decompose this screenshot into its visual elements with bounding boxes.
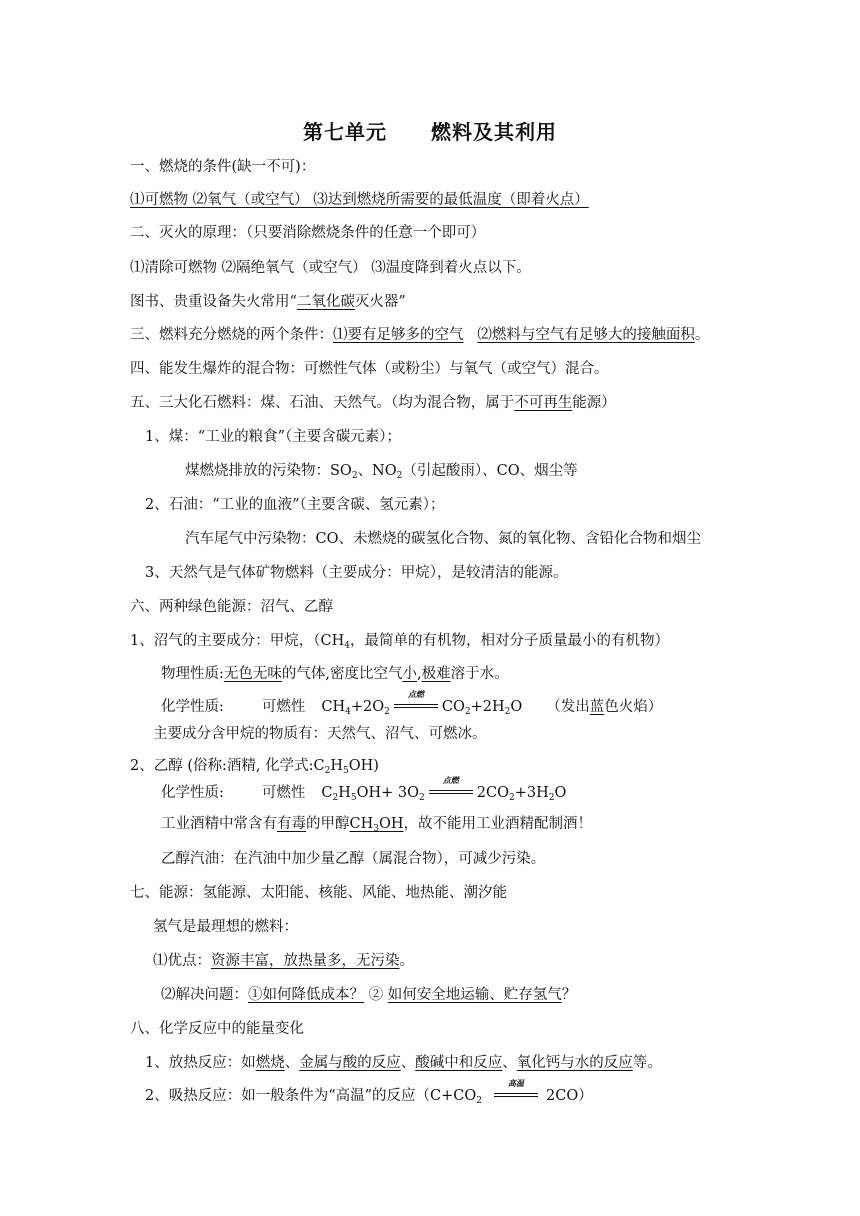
s6-methane: 1、沼气的主要成分：甲烷，（$CH_4$，最简单的有机物，相对分子质量最小的有机物）	[130, 633, 669, 651]
s6-ethanol: 2、乙醇 (俗称:酒精, 化学式$:C_2H_5OH$)	[130, 758, 379, 776]
s6-methane-chemical: 化学性质: 可燃性 $CH_4+2O_2$ 点燃 $CO_2+2H_2O$ （发出蓝色火焰）	[161, 689, 663, 717]
s6-methane-contains: 主要成分含甲烷的物质有：天然气、沼气、可燃冰。	[153, 726, 487, 742]
s2-methods: ⑴清除可燃物 ⑵隔绝氧气（或空气） ⑶温度降到着火点以下。	[130, 260, 531, 276]
methane-equation-left: $CH_4+2O_2$	[321, 699, 390, 717]
s5-coal-pollution: 煤燃烧排放的污染物：$SO_2$、$NO_2$（引起酸雨）、CO、烟尘等	[185, 463, 578, 481]
s5-oil: 2、石油：“工业的血液”（主要含碳、氢元素）；	[145, 497, 445, 513]
page-title: 第七单元 燃料及其利用	[303, 120, 557, 144]
ethanol-equation-left: $C_2H_5OH+ 3O_2$	[321, 785, 425, 803]
s2-heading: 二、灭火的原理：（只要消除燃烧条件的任意一个即可）	[130, 225, 486, 241]
s4-text: 四、能发生爆炸的混合物：可燃性气体（或粉尘）与氧气（或空气）混合。	[130, 361, 609, 377]
s7-hydrogen: 氢气是最理想的燃料：	[153, 919, 298, 935]
s6-ethanol-chemical: 化学性质: 可燃性 $C_2H_5OH+ 3O_2$ 点燃 $2CO_2+3H_2O$	[161, 775, 567, 803]
ethanol-equation-right: $2CO_2+3H_2O$	[476, 785, 567, 803]
s8-heading: 八、化学反应中的能量变化	[130, 1021, 304, 1037]
s1-heading: 一、燃烧的条件(缺一不可)：	[130, 159, 316, 175]
reaction-arrow: 点燃	[429, 784, 473, 798]
s8-endothermic: 2、吸热反应：如一般条件为“高温”的反应（$C+CO_2$ 高温 2CO）	[145, 1078, 593, 1106]
s1-conditions: ⑴可燃物 ⑵氧气（或空气） ⑶达到燃烧所需要的最低温度（即着火点）	[130, 192, 589, 208]
s8-exothermic: 1、放热反应：如燃烧、金属与酸的反应、酸碱中和反应、氧化钙与水的反应等。	[145, 1055, 662, 1071]
methane-equation-right: $CO_2+2H_2O$	[441, 699, 523, 717]
reaction-arrow: 点燃	[394, 698, 438, 712]
reaction-arrow: 高温	[494, 1087, 538, 1101]
s5-heading: 五、三大化石燃料：煤、石油、天然气。（均为混合物，属于不可再生能源）	[130, 395, 616, 411]
s5-gas: 3、天然气是气体矿物燃料（主要成分：甲烷），是较清洁的能源。	[145, 565, 568, 581]
s7-heading: 七、能源：氢能源、太阳能、核能、风能、地热能、潮汐能	[130, 885, 507, 901]
s5-coal: 1、煤：“工业的粮食”（主要含碳元素）；	[145, 429, 402, 445]
s6-heading: 六、两种绿色能源：沼气、乙醇	[130, 599, 333, 615]
s7-problems: ⑵解决问题：①如何降低成本？ ② 如何安全地运输、贮存氢气？	[161, 987, 577, 1003]
s6-ethanol-gasohol: 乙醇汽油：在汽油中加少量乙醇（属混合物），可减少污染。	[161, 851, 546, 867]
s6-methane-physical: 物理性质:无色无味的气体,密度比空气小,极难溶于水。	[161, 666, 509, 682]
s5-oil-pollution: 汽车尾气中污染物：CO、未燃烧的碳氢化合物、氮的氧化物、含铅化合物和烟尘	[185, 531, 701, 547]
s2-extinguisher: 图书、贵重设备失火常用“二氧化碳灭火器”	[130, 294, 406, 310]
s7-advantages: ⑴优点：资源丰富，放热量多，无污染。	[153, 953, 414, 969]
s3-conditions: 三、燃料充分燃烧的两个条件：⑴要有足够多的空气 ⑵燃料与空气有足够大的接触面积。	[130, 327, 710, 343]
s6-ethanol-industrial: 工业酒精中常含有有毒的甲醇$CH_3OH$，故不能用工业酒精配制酒！	[161, 816, 593, 834]
